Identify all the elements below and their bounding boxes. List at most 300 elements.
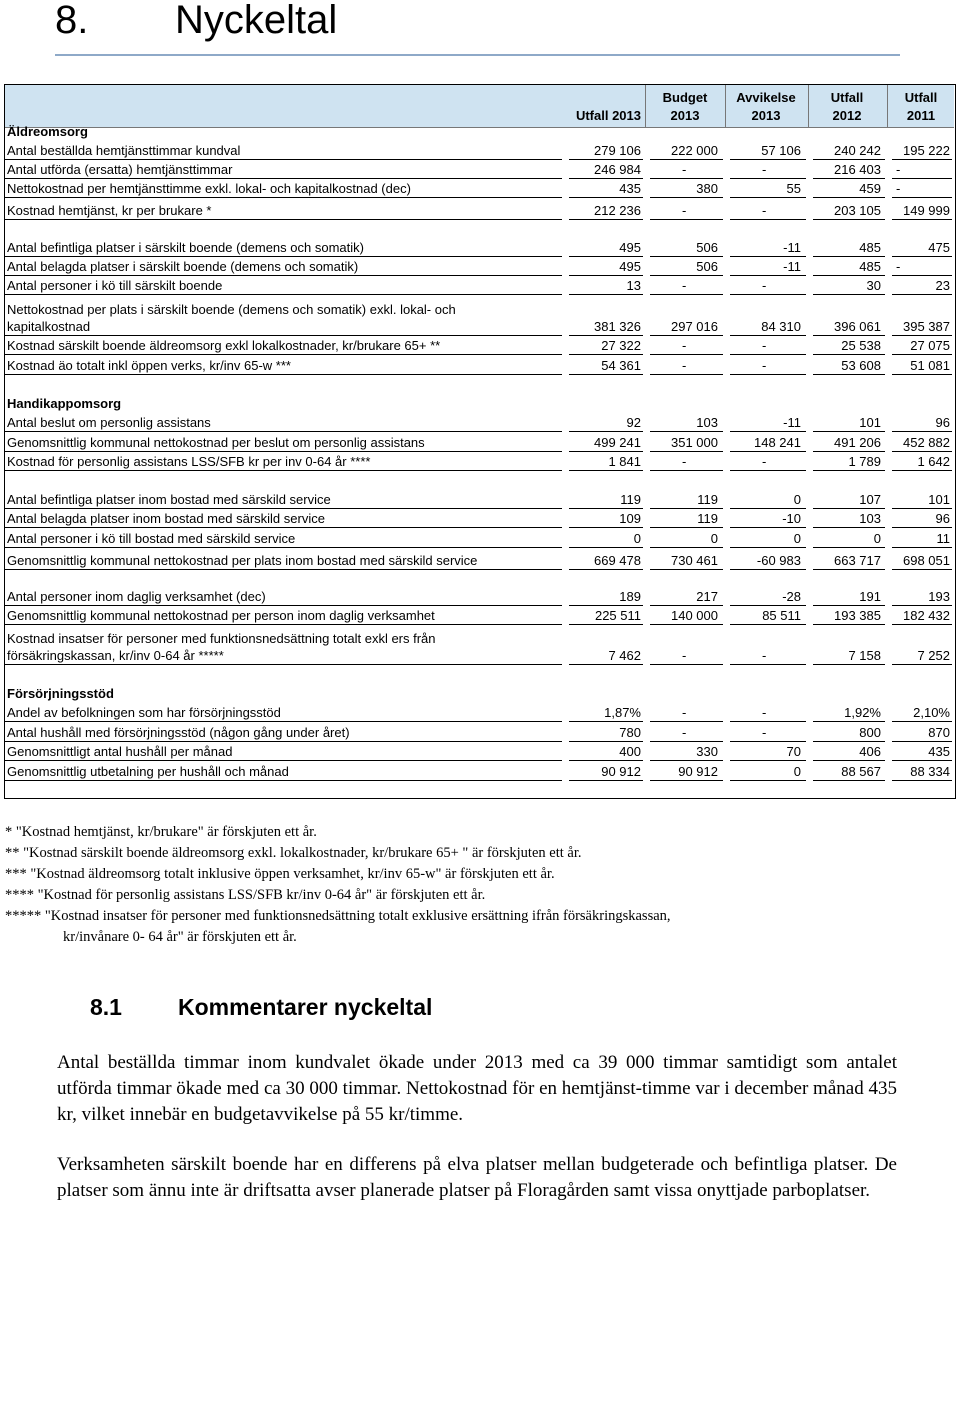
- value-cell: 495: [619, 259, 641, 274]
- value-cell: 30: [866, 278, 881, 293]
- row-divider: [813, 508, 885, 509]
- table-row: [5, 298, 954, 336]
- row-label: Antal personer inom daglig verksamhet (dec): [7, 589, 266, 604]
- row-divider: [892, 256, 952, 257]
- row-divider: [892, 527, 952, 528]
- table-row: [5, 704, 954, 722]
- value-cell: 0: [633, 531, 641, 546]
- table-row: [5, 530, 954, 548]
- value-cell: 148 241: [754, 435, 801, 450]
- table-row: [5, 357, 954, 375]
- value-cell: 53 608: [841, 358, 881, 373]
- row-divider: [730, 451, 806, 452]
- value-cell: 119: [697, 492, 718, 507]
- table-row: [5, 277, 954, 295]
- value-cell: 7 462: [608, 648, 641, 663]
- row-divider: [813, 197, 885, 198]
- row-divider: [569, 569, 643, 570]
- table-row: [5, 588, 954, 606]
- row-divider: [730, 294, 806, 295]
- column-header-utfall-2012: Utfall 2012: [830, 90, 864, 123]
- value-cell: 101: [859, 415, 881, 430]
- table-row: [5, 337, 954, 355]
- row-label: Genomsnittlig kommunal nettokostnad per plats inom bostad med särskild service: [7, 553, 478, 568]
- value-cell: 0: [873, 531, 881, 546]
- row-divider: [813, 569, 885, 570]
- row-divider: [569, 547, 643, 548]
- value-cell: 0: [710, 531, 718, 546]
- value-cell: 491 206: [834, 435, 881, 450]
- row-divider: [650, 374, 723, 375]
- value-cell: -11: [783, 415, 801, 430]
- value-cell: -: [896, 259, 901, 274]
- row-divider: [813, 178, 885, 179]
- row-divider: [5, 374, 562, 375]
- value-cell: 485: [859, 259, 881, 274]
- row-divider: [569, 664, 643, 665]
- row-divider: [730, 470, 806, 471]
- table-row: [5, 434, 954, 452]
- value-cell: -: [682, 454, 687, 469]
- row-divider: [650, 569, 723, 570]
- row-divider: [5, 760, 562, 761]
- row-divider: [813, 741, 885, 742]
- row-divider: [5, 741, 562, 742]
- table-row: [5, 743, 954, 761]
- value-cell: 381 326: [594, 319, 641, 334]
- value-cell: 191: [859, 589, 881, 604]
- table-row: [5, 258, 954, 276]
- row-divider: [813, 431, 885, 432]
- row-divider: [569, 354, 643, 355]
- section-heading: [90, 994, 432, 1021]
- row-divider: [650, 721, 723, 722]
- row-divider: [5, 219, 562, 220]
- table-row: [5, 627, 954, 665]
- row-divider: [892, 605, 952, 606]
- section-title: Kommentarer nyckeltal: [178, 994, 433, 1020]
- section-row: [5, 123, 954, 141]
- section-row: [5, 685, 954, 703]
- value-cell: 203 105: [834, 203, 881, 218]
- footnote: kr/invånare 0- 64 år" är förskjuten ett år.: [63, 929, 297, 945]
- value-cell: 279 106: [594, 143, 641, 158]
- row-divider: [569, 256, 643, 257]
- row-divider: [569, 527, 643, 528]
- value-cell: -: [682, 338, 687, 353]
- table-row: [5, 491, 954, 509]
- value-cell: 96: [935, 415, 950, 430]
- row-divider: [650, 335, 723, 336]
- value-cell: 119: [620, 492, 641, 507]
- row-divider: [730, 741, 806, 742]
- value-cell: 240 242: [834, 143, 881, 158]
- value-cell: 149 999: [903, 203, 950, 218]
- value-cell: -60 983: [756, 553, 801, 568]
- value-cell: -: [682, 648, 687, 663]
- row-divider: [892, 178, 952, 179]
- value-cell: 107: [859, 492, 881, 507]
- row-label: Antal belagda platser i särskilt boende (demens och somatik): [7, 259, 359, 274]
- row-divider: [730, 569, 806, 570]
- row-divider: [569, 374, 643, 375]
- value-cell: -: [682, 203, 687, 218]
- value-cell: -10: [782, 511, 801, 526]
- value-cell: 90 912: [601, 764, 641, 779]
- row-divider: [650, 508, 723, 509]
- value-cell: 246 984: [594, 162, 641, 177]
- row-divider: [650, 354, 723, 355]
- row-divider: [892, 374, 952, 375]
- row-divider: [569, 275, 643, 276]
- value-cell: -: [896, 162, 901, 177]
- value-cell: 2,10%: [913, 705, 950, 720]
- row-label: Kostnad för personlig assistans LSS/SFB kr per inv 0-64 år ****: [7, 454, 371, 469]
- value-cell: 27 322: [601, 338, 641, 353]
- column-header-utfall-2011: Utfall 2011: [904, 90, 938, 123]
- column-header-utfall-2013: Utfall 2013: [575, 108, 641, 123]
- row-divider: [730, 527, 806, 528]
- value-cell: 84 310: [761, 319, 801, 334]
- value-cell: 380: [696, 181, 718, 196]
- table-row: [5, 550, 954, 570]
- row-divider: [813, 527, 885, 528]
- value-cell: 1 789: [848, 454, 881, 469]
- row-divider: [5, 664, 562, 665]
- row-label: Antal befintliga platser i särskilt boende (demens och somatik): [7, 240, 364, 255]
- row-divider: [813, 624, 885, 625]
- value-cell: -28: [782, 589, 801, 604]
- value-cell: -: [896, 181, 901, 196]
- row-divider: [813, 335, 885, 336]
- row-divider: [730, 508, 806, 509]
- value-cell: 23: [935, 278, 950, 293]
- row-divider: [730, 256, 806, 257]
- value-cell: -: [682, 705, 687, 720]
- row-divider: [813, 219, 885, 220]
- row-divider: [730, 354, 806, 355]
- row-divider: [730, 760, 806, 761]
- row-divider: [813, 354, 885, 355]
- row-label: Andel av befolkningen som har försörjningsstöd: [7, 705, 281, 720]
- row-divider: [5, 354, 562, 355]
- row-divider: [650, 760, 723, 761]
- value-cell: 182 432: [903, 608, 950, 623]
- row-divider: [892, 470, 952, 471]
- table-row: [5, 453, 954, 471]
- value-cell: 669 478: [594, 553, 641, 568]
- row-divider: [569, 178, 643, 179]
- row-divider: [730, 178, 806, 179]
- column-header-budget-2013: Budget 2013: [662, 90, 708, 123]
- value-cell: 351 000: [671, 435, 718, 450]
- value-cell: 212 236: [594, 203, 641, 218]
- value-cell: -: [682, 278, 687, 293]
- row-divider: [569, 721, 643, 722]
- column-header-avvikelse-2013: Avvikelse 2013: [736, 90, 796, 123]
- row-divider: [730, 721, 806, 722]
- row-divider: [892, 451, 952, 452]
- value-cell: 55: [786, 181, 801, 196]
- row-divider: [569, 470, 643, 471]
- value-cell: 0: [793, 764, 801, 779]
- row-divider: [892, 721, 952, 722]
- row-divider: [730, 374, 806, 375]
- section-title: Äldreomsorg: [7, 124, 88, 139]
- value-cell: 870: [928, 725, 950, 740]
- value-cell: 109: [619, 511, 641, 526]
- row-divider: [5, 721, 562, 722]
- row-divider: [813, 294, 885, 295]
- row-divider: [730, 780, 806, 781]
- value-cell: 92: [626, 415, 641, 430]
- value-cell: -: [762, 454, 767, 469]
- value-cell: 485: [859, 240, 881, 255]
- row-divider: [813, 374, 885, 375]
- row-divider: [569, 294, 643, 295]
- row-divider: [813, 721, 885, 722]
- row-divider: [569, 197, 643, 198]
- row-divider: [730, 624, 806, 625]
- row-label: Kostnad insatser för personer med funktionsnedsättning totalt exkl ers från försäkringskassan, kr/inv 0-64 år *****: [7, 631, 436, 663]
- value-cell: 800: [859, 725, 881, 740]
- row-divider: [5, 569, 562, 570]
- row-divider: [730, 664, 806, 665]
- row-divider: [5, 451, 562, 452]
- row-divider: [892, 197, 952, 198]
- footnote: **** "Kostnad för personlig assistans LSS/SFB kr/inv 0-64 år" är förskjuten ett år.: [5, 887, 486, 903]
- row-divider: [569, 219, 643, 220]
- row-divider: [892, 431, 952, 432]
- paragraph: Antal beställda timmar inom kundvalet ökade under 2013 med ca 39 000 timmar samtidigt som antalet utförda timmar ökade med ca 30 000 timmar. Nettokostnad för en hemtjänst-timme var i december månad 435 kr, vilket innebär en budgetavvikelse på 55 kr/timme.: [57, 1052, 897, 1125]
- row-divider: [5, 335, 562, 336]
- footnote: * "Kostnad hemtjänst, kr/brukare" är förskjuten ett år.: [5, 824, 317, 840]
- row-divider: [730, 605, 806, 606]
- row-divider: [5, 275, 562, 276]
- row-divider: [569, 159, 643, 160]
- row-divider: [650, 275, 723, 276]
- row-divider: [730, 219, 806, 220]
- value-cell: 406: [859, 744, 881, 759]
- value-cell: -: [762, 203, 767, 218]
- value-cell: 435: [619, 181, 641, 196]
- value-cell: -: [682, 358, 687, 373]
- value-cell: 140 000: [671, 608, 718, 623]
- row-divider: [892, 569, 952, 570]
- table-row: [5, 724, 954, 742]
- row-divider: [5, 470, 562, 471]
- value-cell: -: [762, 705, 767, 720]
- value-cell: 435: [928, 744, 950, 759]
- row-divider: [892, 760, 952, 761]
- value-cell: 11: [936, 531, 950, 546]
- row-divider: [569, 431, 643, 432]
- value-cell: -: [762, 278, 767, 293]
- row-divider: [813, 159, 885, 160]
- row-divider: [5, 780, 562, 781]
- row-label: Genomsnittlig kommunal nettokostnad per beslut om personlig assistans: [7, 435, 425, 450]
- value-cell: 475: [928, 240, 950, 255]
- row-divider: [5, 605, 562, 606]
- value-cell: 506: [696, 240, 718, 255]
- row-label: Genomsnittligt antal hushåll per månad: [7, 744, 233, 759]
- row-divider: [5, 159, 562, 160]
- row-divider: [650, 780, 723, 781]
- row-divider: [5, 624, 562, 625]
- row-divider: [892, 624, 952, 625]
- footnote: *** "Kostnad äldreomsorg totalt inklusive öppen verksamhet, kr/inv 65-w" är förskjuten ett år.: [5, 866, 555, 882]
- heading-number: 8.: [55, 0, 89, 42]
- row-divider: [892, 294, 952, 295]
- value-cell: 0: [793, 531, 801, 546]
- value-cell: 193 385: [834, 608, 881, 623]
- value-cell: 222 000: [671, 143, 718, 158]
- row-divider: [569, 624, 643, 625]
- section-title: Försörjningsstöd: [7, 686, 114, 701]
- row-label: Nettokostnad per plats i särskilt boende (demens och somatik) exkl. lokal- och kapitalkostnad: [7, 302, 456, 334]
- row-label: Antal beslut om personlig assistans: [7, 415, 211, 430]
- row-divider: [730, 197, 806, 198]
- row-divider: [650, 294, 723, 295]
- value-cell: -: [762, 725, 767, 740]
- value-cell: -: [682, 162, 687, 177]
- value-cell: 330: [696, 744, 718, 759]
- row-divider: [5, 294, 562, 295]
- value-cell: 103: [859, 511, 881, 526]
- row-divider: [650, 527, 723, 528]
- row-divider: [813, 275, 885, 276]
- value-cell: 7 158: [848, 648, 881, 663]
- row-divider: [892, 275, 952, 276]
- row-divider: [813, 605, 885, 606]
- row-divider: [892, 741, 952, 742]
- row-divider: [650, 451, 723, 452]
- value-cell: 1,87%: [604, 705, 641, 720]
- value-cell: 101: [928, 492, 950, 507]
- value-cell: 297 016: [671, 319, 718, 334]
- row-divider: [650, 547, 723, 548]
- row-divider: [650, 605, 723, 606]
- table-row: [5, 763, 954, 781]
- value-cell: 88 334: [910, 764, 950, 779]
- row-label: Antal personer i kö till bostad med särskild service: [7, 531, 296, 546]
- row-divider: [569, 335, 643, 336]
- value-cell: 195 222: [903, 143, 950, 158]
- value-cell: 400: [619, 744, 641, 759]
- section-number: 8.1: [90, 994, 122, 1020]
- paragraph: Verksamheten särskilt boende har en differens på elva platser mellan budgeterade och befintliga platser. De platser som ännu inte är driftsatta avser planerade platser på Floragården samt vissa onyttjade parboplatser.: [57, 1154, 897, 1201]
- value-cell: 225 511: [594, 608, 641, 623]
- value-cell: 217: [696, 589, 718, 604]
- row-label: Kostnad hemtjänst, kr per brukare *: [7, 203, 212, 218]
- value-cell: 189: [619, 589, 641, 604]
- row-divider: [892, 335, 952, 336]
- value-cell: -: [682, 725, 687, 740]
- value-cell: 70: [786, 744, 801, 759]
- row-divider: [650, 741, 723, 742]
- value-cell: 780: [619, 725, 641, 740]
- value-cell: 506: [696, 259, 718, 274]
- row-divider: [813, 760, 885, 761]
- value-cell: 395 387: [903, 319, 950, 334]
- value-cell: 499 241: [594, 435, 641, 450]
- value-cell: 119: [697, 511, 718, 526]
- table-row: [5, 180, 954, 198]
- value-cell: 1 642: [917, 454, 950, 469]
- row-divider: [5, 547, 562, 548]
- row-label: Antal belagda platser inom bostad med särskild service: [7, 511, 325, 526]
- value-cell: 25 538: [841, 338, 881, 353]
- row-label: Kostnad äo totalt inkl öppen verks, kr/inv 65-w ***: [7, 358, 291, 373]
- value-cell: 216 403: [834, 162, 881, 177]
- row-divider: [5, 508, 562, 509]
- row-divider: [813, 451, 885, 452]
- section-title: Handikappomsorg: [7, 396, 122, 411]
- value-cell: 13: [626, 278, 641, 293]
- value-cell: 88 567: [841, 764, 881, 779]
- row-divider: [569, 741, 643, 742]
- row-label: Genomsnittlig kommunal nettokostnad per person inom daglig verksamhet: [7, 608, 435, 623]
- row-divider: [813, 256, 885, 257]
- value-cell: 452 882: [903, 435, 950, 450]
- value-cell: 7 252: [917, 648, 950, 663]
- value-cell: 54 361: [601, 358, 641, 373]
- row-divider: [892, 354, 952, 355]
- value-cell: 396 061: [834, 319, 881, 334]
- row-divider: [569, 451, 643, 452]
- row-label: Nettokostnad per hemtjänsttimme exkl. lokal- och kapitalkostnad (dec): [7, 181, 411, 196]
- row-divider: [730, 335, 806, 336]
- row-divider: [5, 178, 562, 179]
- row-divider: [569, 780, 643, 781]
- value-cell: 495: [619, 240, 641, 255]
- footnote: ***** "Kostnad insatser för personer med funktionsnedsättning totalt exklusive ersättning ifrån försäkringskassan,: [5, 908, 671, 924]
- heading-title: Nyckeltal: [175, 0, 338, 42]
- value-cell: 51 081: [910, 358, 950, 373]
- table-row: [5, 510, 954, 528]
- value-cell: 90 912: [678, 764, 718, 779]
- row-divider: [730, 275, 806, 276]
- section-row: [5, 395, 954, 413]
- row-divider: [569, 605, 643, 606]
- row-label: Kostnad särskilt boende äldreomsorg exkl lokalkostnader, kr/brukare 65+ **: [7, 338, 441, 353]
- value-cell: 730 461: [671, 553, 718, 568]
- row-label: Antal utförda (ersatta) hemtjänsttimmar: [7, 162, 233, 177]
- row-divider: [650, 431, 723, 432]
- row-divider: [5, 431, 562, 432]
- table-header: [5, 85, 954, 128]
- table-row: [5, 607, 954, 625]
- value-cell: -: [762, 358, 767, 373]
- value-cell: 663 717: [834, 553, 881, 568]
- row-divider: [813, 470, 885, 471]
- value-cell: -11: [783, 259, 801, 274]
- row-divider: [892, 547, 952, 548]
- row-label: Antal befintliga platser inom bostad med särskild service: [7, 492, 331, 507]
- row-divider: [813, 780, 885, 781]
- row-label: Antal personer i kö till särskilt boende: [7, 278, 223, 293]
- row-divider: [569, 760, 643, 761]
- value-cell: 1,92%: [844, 705, 881, 720]
- value-cell: 459: [859, 181, 881, 196]
- table-row: [5, 200, 954, 220]
- row-divider: [5, 527, 562, 528]
- table-row: [5, 142, 954, 160]
- value-cell: -: [762, 162, 767, 177]
- row-divider: [813, 547, 885, 548]
- value-cell: 698 051: [903, 553, 950, 568]
- value-cell: 193: [928, 589, 950, 604]
